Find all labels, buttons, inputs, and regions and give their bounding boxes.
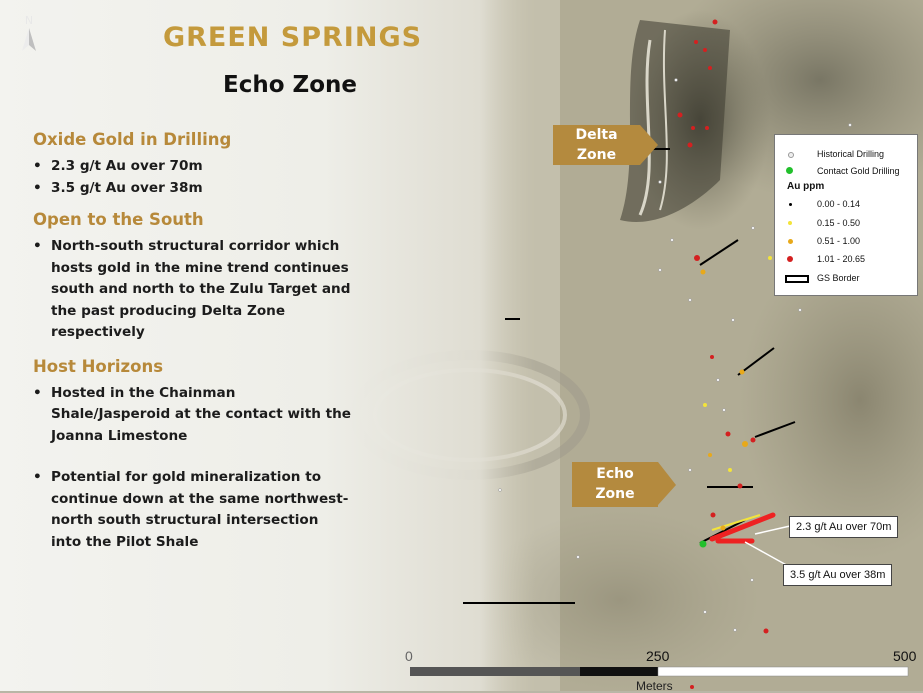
dot-icon xyxy=(788,221,792,225)
legend-row-class-4 xyxy=(775,253,917,265)
scale-tick-500: 500 xyxy=(893,648,917,664)
scale-tick-0: 0 xyxy=(405,648,413,664)
echo-label-line1: Echo xyxy=(596,466,634,482)
historical-drill-icon xyxy=(788,152,794,158)
list-item: • 3.5 g/t Au over 38m xyxy=(33,178,353,200)
contact-drill-icon xyxy=(786,167,793,174)
list-item: • North-south structural corridor which hosts gold in the mine trend continues south and north to the Zulu Target and the past producing Delta Zone respectively xyxy=(33,236,353,344)
dot-icon xyxy=(787,256,793,262)
scale-unit: Meters xyxy=(636,679,673,693)
delta-zone-label xyxy=(553,125,640,165)
echo-zone-label xyxy=(572,462,658,507)
echo-label-line2: Zone xyxy=(595,486,635,502)
delta-label-line2: Zone xyxy=(576,147,617,163)
legend-label: 0.15 - 0.50 xyxy=(817,218,861,228)
legend-label: 1.01 - 20.65 xyxy=(817,254,866,264)
list-item: • 2.3 g/t Au over 70m xyxy=(33,156,353,178)
scale-tick-250: 250 xyxy=(646,648,670,664)
section-list-oxide xyxy=(33,156,353,199)
legend-row-class-2 xyxy=(775,217,917,229)
callout-intercept-1: 2.3 g/t Au over 70m xyxy=(789,516,898,538)
legend-au-title: Au ppm xyxy=(787,181,825,192)
legend-label: 0.00 - 0.14 xyxy=(817,199,861,209)
legend-label: Contact Gold Drilling xyxy=(817,166,900,176)
legend-row-border xyxy=(775,272,917,284)
dot-icon xyxy=(788,239,793,244)
map-legend xyxy=(774,134,918,296)
gs-border-icon xyxy=(785,275,809,283)
legend-row-contact xyxy=(775,165,917,177)
list-item: • Potential for gold mineralization to continue down at the same northwest-north south structural intersection into the Pilot Shale xyxy=(33,467,353,553)
page-subtitle: Echo Zone xyxy=(223,72,357,98)
legend-row-class-3 xyxy=(775,235,917,247)
legend-row-historical xyxy=(775,148,917,160)
legend-label: Historical Drilling xyxy=(817,149,885,159)
section-heading-oxide: Oxide Gold in Drilling xyxy=(33,130,232,149)
callout-intercept-2: 3.5 g/t Au over 38m xyxy=(783,564,892,586)
legend-label: 0.51 - 1.00 xyxy=(817,236,861,246)
section-heading-open-south: Open to the South xyxy=(33,210,204,229)
dot-icon xyxy=(789,203,792,206)
delta-label-line1: Delta xyxy=(575,127,618,143)
text-panel xyxy=(33,130,353,553)
legend-label: GS Border xyxy=(817,273,860,283)
legend-row-class-1 xyxy=(775,198,917,210)
section-heading-host: Host Horizons xyxy=(33,356,164,376)
section-list-open-south xyxy=(33,236,353,344)
page-title: GREEN SPRINGS xyxy=(162,22,423,53)
list-item: • Hosted in the Chainman Shale/Jasperoid at the contact with the Joanna Limestone xyxy=(33,383,353,448)
north-letter: N xyxy=(24,14,34,27)
section-list-host xyxy=(33,383,353,554)
